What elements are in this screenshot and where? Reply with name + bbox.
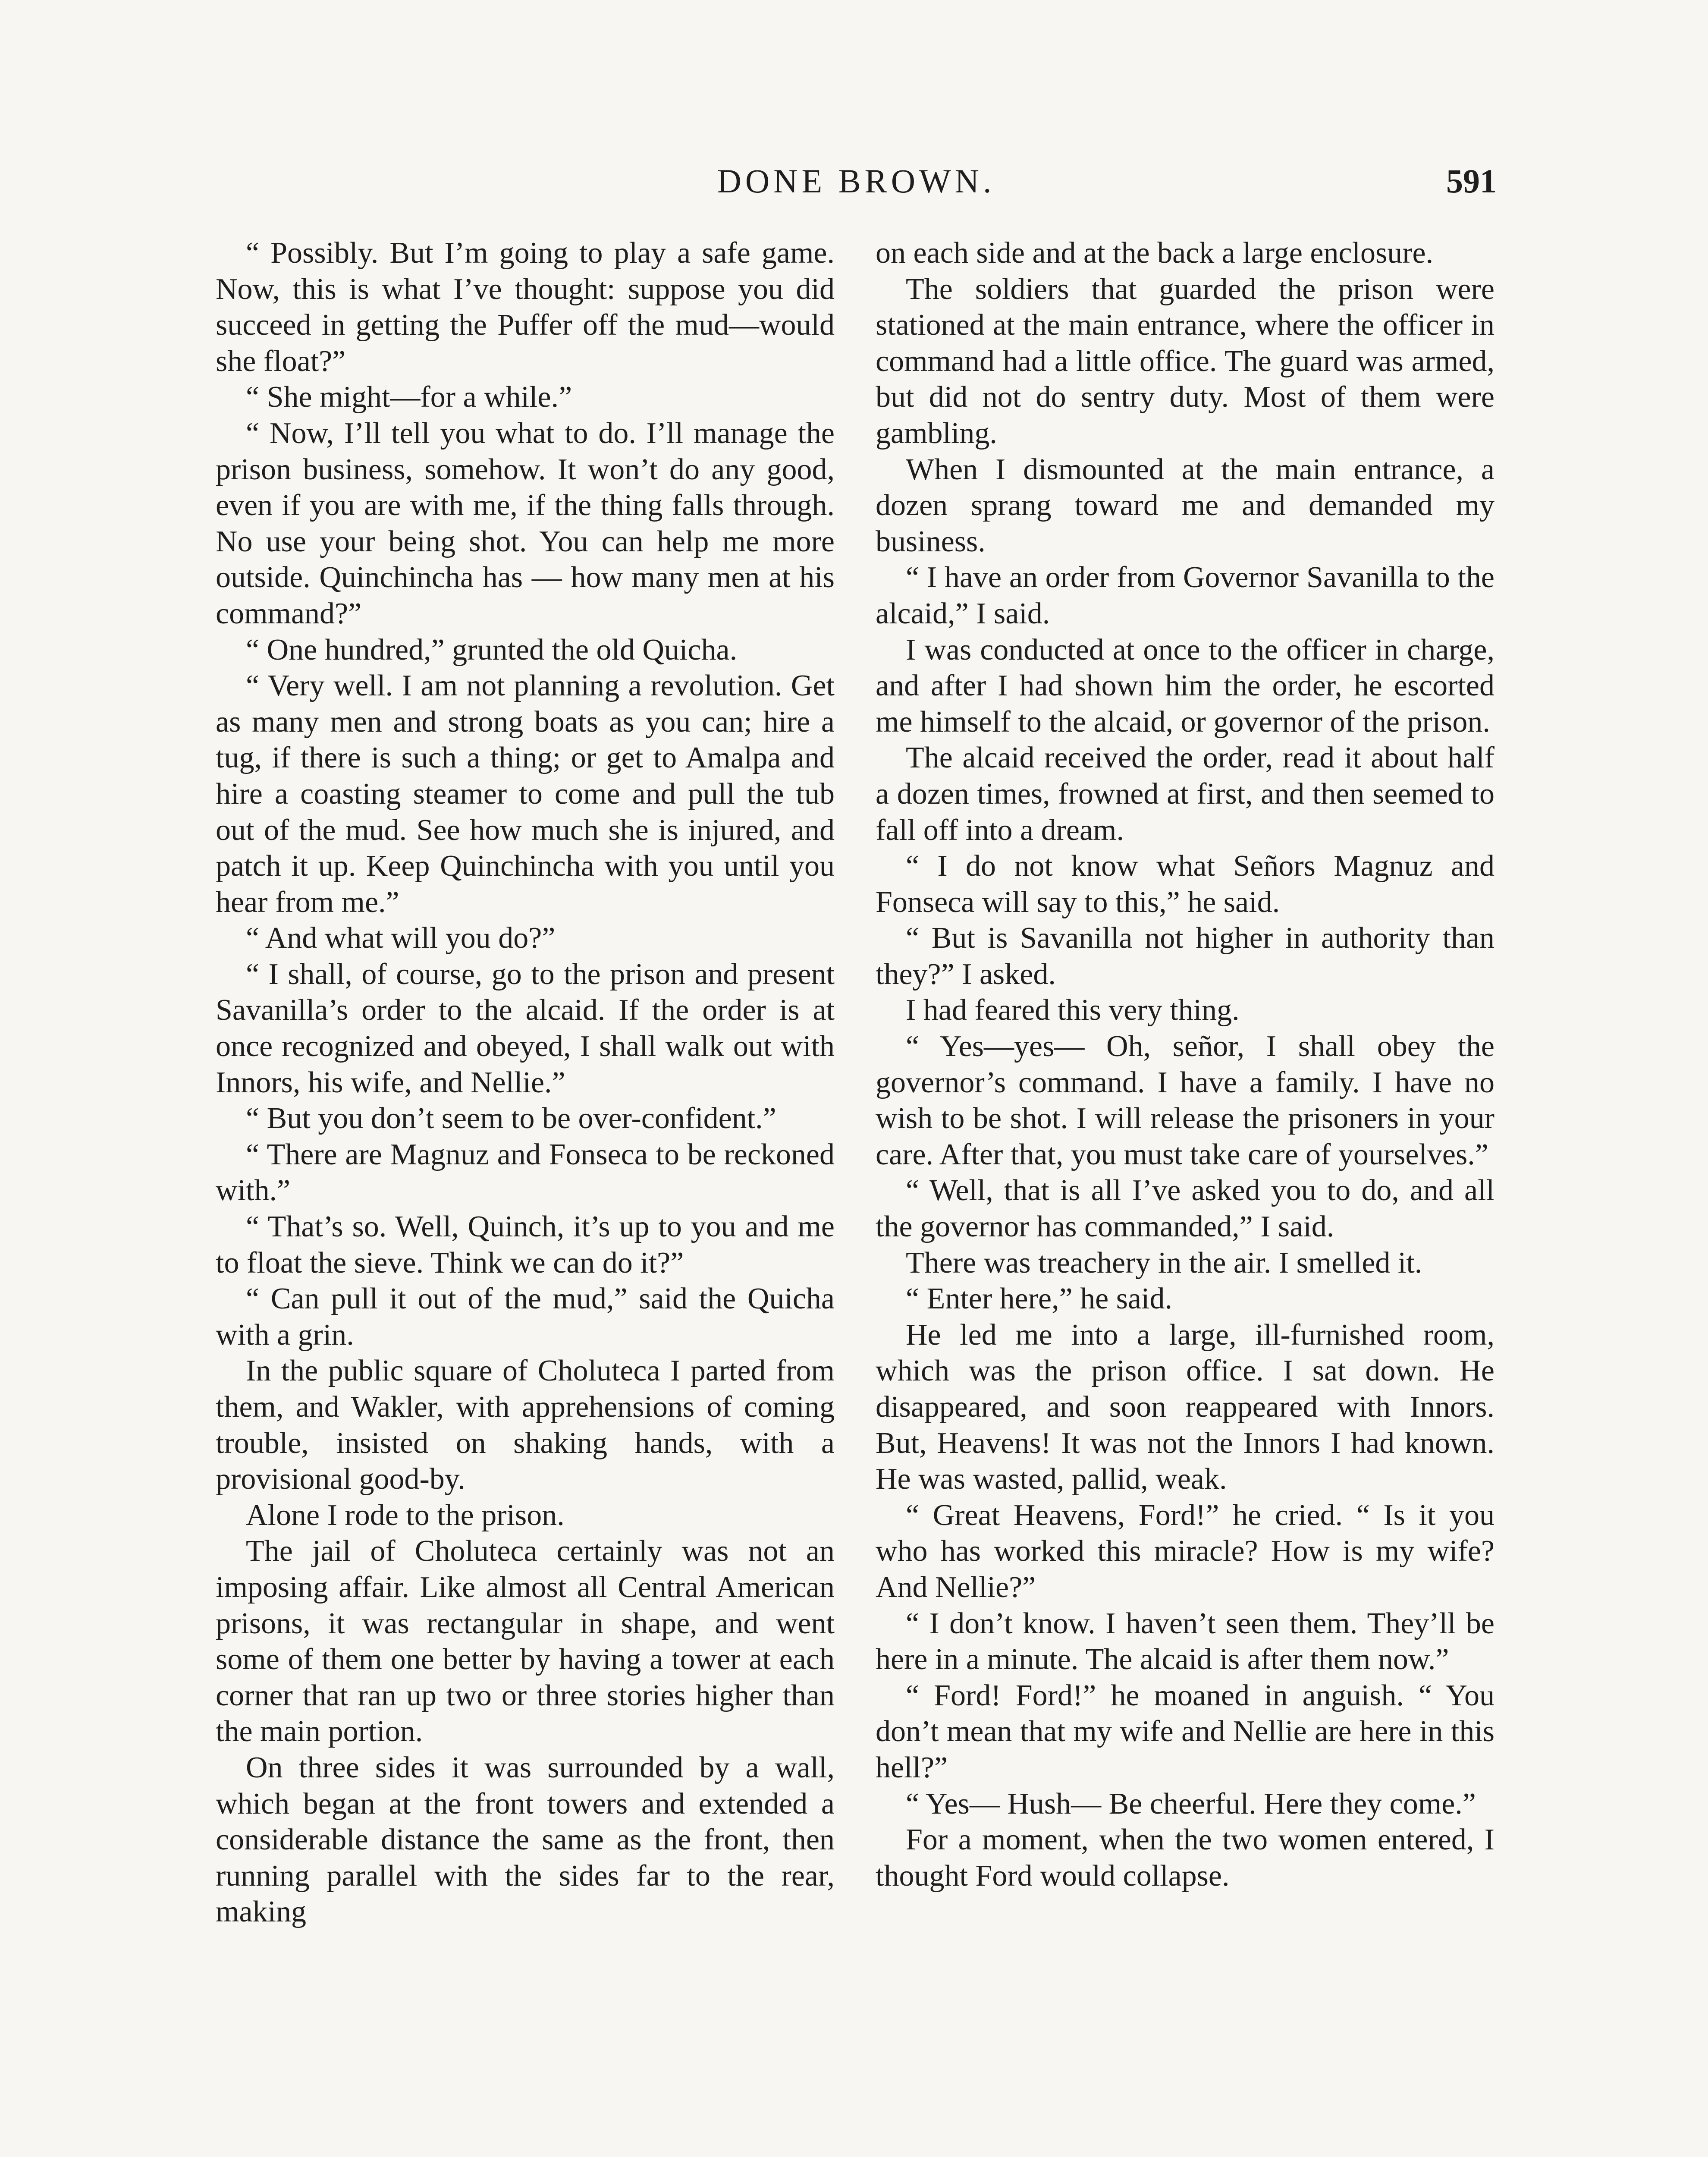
paragraph: “ Well, that is all I’ve asked you to do, and all the governor has commanded,” I said.: [876, 1174, 1494, 1244]
page-title: DONE BROWN.: [717, 162, 995, 200]
paragraph: “ Enter here,” he said.: [906, 1282, 1173, 1316]
paragraph: “ Yes— Hush— Be cheerful. Here they come.”: [906, 1787, 1476, 1821]
paragraph: When I dismounted at the main entrance, a dozen sprang toward me and demanded my business.: [876, 453, 1494, 558]
paragraph: Alone I rode to the prison.: [246, 1498, 565, 1532]
paragraph: “ Very well. I am not planning a revolution. Get as many men and strong boats as you can; hire a tug, if there is such a thing; or get to Amalpa and hire a coasting steamer to come and pull the tub out of the mud. See how much she is injured, and patch it up. Keep Quinchincha with you until you hear from me.”: [216, 669, 835, 919]
paragraph: “ Great Heavens, Ford!” he cried. “ Is it you who has worked this miracle? How is my wife? And Nellie?”: [876, 1498, 1494, 1604]
paragraph: On three sides it was surrounded by a wall, which began at the front towers and extended a considerable distance the same as the front, then running parallel with the sides far to the rear, making: [216, 1751, 835, 1929]
paragraph: “ I have an order from Governor Savanilla to the alcaid,” I said.: [876, 561, 1494, 630]
paragraph: “ Yes—yes— Oh, señor, I shall obey the governor’s command. I have a family. I have no wish to be shot. I will release the prisoners in your care. After that, you must take care of yourselves.”: [876, 1030, 1494, 1171]
paragraph: For a moment, when the two women entered, I thought Ford would collapse.: [876, 1823, 1494, 1893]
paragraph: The alcaid received the order, read it about half a dozen times, frowned at first, and then seemed to fall off into a dream.: [876, 741, 1494, 847]
paragraph: The jail of Choluteca certainly was not an imposing affair. Like almost all Central American prisons, it was rectangular in shape, and went some of them one better by having a tower at each corner that ran up two or three stories higher than the main portion.: [216, 1534, 835, 1748]
paragraph: “ Possibly. But I’m going to play a safe game. Now, this is what I’ve thought: suppose you did succeed in getting the Puffer off the mud—would she float?”: [216, 236, 835, 378]
paragraph: “ But you don’t seem to be over-confident.”: [246, 1102, 776, 1135]
running-head: [216, 157, 1497, 205]
paragraph: “ And what will you do?”: [246, 921, 556, 955]
paragraph: I had feared this very thing.: [906, 994, 1240, 1027]
paragraph: “ Now, I’ll tell you what to do. I’ll manage the prison business, somehow. It won’t do any good, even if you are with me, if the thing falls through. No use your being shot. You can help me more outside. Quinchincha has — how many men at his command?”: [216, 416, 835, 630]
paragraph: “ Can pull it out of the mud,” said the Quicha with a grin.: [216, 1282, 835, 1352]
page-number: 591: [1446, 162, 1497, 200]
paragraph: In the public square of Choluteca I parted from them, and Wakler, with apprehensions of coming trouble, insisted on shaking hands, with a provisional good-by.: [216, 1354, 835, 1496]
paragraph: “ I don’t know. I haven’t seen them. They’ll be here in a minute. The alcaid is after them now.”: [876, 1607, 1494, 1676]
paragraph: There was treachery in the air. I smelled it.: [906, 1246, 1422, 1280]
paragraph: The soldiers that guarded the prison were stationed at the main entrance, where the officer in command had a little office. The guard was armed, but did not do sentry duty. Most of them were gambling.: [876, 272, 1494, 450]
paragraph: “ One hundred,” grunted the old Quicha.: [246, 633, 738, 667]
continued-paragraph: on each side and at the back a large enclosure.: [876, 236, 1434, 270]
paragraph: “ That’s so. Well, Quinch, it’s up to you and me to float the sieve. Think we can do it?”: [216, 1210, 835, 1280]
left-column: [216, 235, 835, 1930]
paragraph: I was conducted at once to the officer in charge, and after I had shown him the order, he escorted me himself to the alcaid, or governor of the prison.: [876, 633, 1494, 739]
right-column: [876, 235, 1494, 1894]
paragraph: “ I shall, of course, go to the prison and present Savanilla’s order to the alcaid. If the order is at once recognized and obeyed, I shall walk out with Innors, his wife, and Nellie.”: [216, 957, 835, 1099]
paragraph: “ Ford! Ford!” he moaned in anguish. “ You don’t mean that my wife and Nellie are here in this hell?”: [876, 1679, 1494, 1784]
paragraph: He led me into a large, ill-furnished room, which was the prison office. I sat down. He disappeared, and soon reappeared with Innors. But, Heavens! It was not the Innors I had known. He was wasted, pallid, weak.: [876, 1318, 1494, 1496]
paragraph: “ She might—for a while.”: [246, 380, 572, 414]
paragraph: “ There are Magnuz and Fonseca to be reckoned with.”: [216, 1138, 835, 1207]
paragraph: “ I do not know what Señors Magnuz and Fonseca will say to this,” he said.: [876, 849, 1494, 919]
paragraph: “ But is Savanilla not higher in authority than they?” I asked.: [876, 921, 1494, 991]
